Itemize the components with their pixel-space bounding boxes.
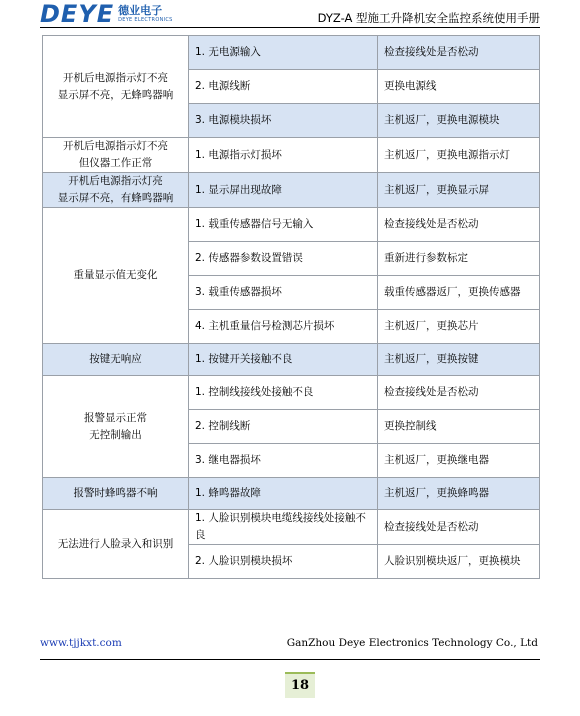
footer-company-name: GanZhou Deye Electronics Technology Co., Ltd	[286, 637, 538, 649]
troubleshooting-table	[42, 35, 540, 579]
remedy-cell: 主机返厂，更换芯片	[378, 310, 540, 344]
page-header	[0, 0, 580, 30]
cause-cell: 1. 载重传感器信号无输入	[189, 208, 378, 242]
remedy-cell: 载重传感器返厂，更换传感器	[378, 276, 540, 310]
symptom-line: 显示屏不亮，无蜂鸣器响	[57, 88, 174, 101]
cause-cell: 4. 主机重量信号检测芯片损坏	[189, 310, 378, 344]
table-row	[43, 510, 540, 545]
document-title: DYZ-A 型施工升降机安全监控系统使用手册	[317, 11, 540, 25]
remedy-cell: 重新进行参数标定	[378, 242, 540, 276]
symptom-cell	[43, 36, 189, 138]
symptom-line: 但仪器工作正常	[78, 157, 153, 169]
table-row	[43, 173, 540, 208]
remedy-cell: 主机返厂，更换显示屏	[378, 173, 540, 208]
table-row	[43, 208, 540, 242]
symptom-line: 无法进行人脸录入和识别	[57, 537, 174, 550]
symptom-cell	[43, 510, 189, 579]
cause-cell: 1. 控制线接线处接触不良	[189, 376, 378, 410]
footer-website-link[interactable]: www.tjjkxt.com	[40, 637, 122, 649]
cause-cell: 1. 按键开关接触不良	[189, 344, 378, 376]
cause-cell: 1. 人脸识别模块电缆线接线处接触不良	[189, 510, 378, 545]
remedy-cell: 检查接线处是否松动	[378, 36, 540, 70]
symptom-line: 按键无响应	[89, 353, 142, 365]
symptom-line: 报警时蜂鸣器不响	[73, 487, 158, 499]
logo-text	[118, 5, 173, 24]
symptom-line: 开机后电源指示灯亮	[68, 175, 163, 187]
footer-rule	[40, 659, 540, 660]
remedy-cell: 主机返厂，更换蜂鸣器	[378, 478, 540, 510]
symptom-line: 显示屏不亮，有蜂鸣器响	[57, 192, 174, 204]
cause-cell: 2. 电源线断	[189, 70, 378, 104]
remedy-cell: 主机返厂，更换继电器	[378, 444, 540, 478]
symptom-line: 报警显示正常	[84, 411, 147, 424]
remedy-cell: 主机返厂，更换电源指示灯	[378, 138, 540, 173]
table-row	[43, 478, 540, 510]
remedy-cell: 主机返厂，更换电源模块	[378, 104, 540, 138]
cause-cell: 1. 电源指示灯损坏	[189, 138, 378, 173]
symptom-line: 无控制输出	[89, 428, 142, 441]
cause-cell: 2. 传感器参数设置错误	[189, 242, 378, 276]
symptom-line: 开机后电源指示灯不亮	[63, 140, 168, 152]
table-row	[43, 138, 540, 173]
symptom-cell	[43, 173, 189, 208]
remedy-cell: 检查接线处是否松动	[378, 510, 540, 545]
symptom-line: 开机后电源指示灯不亮	[63, 71, 168, 84]
deye-logo	[40, 2, 173, 26]
cause-cell: 2. 人脸识别模块损坏	[189, 545, 378, 579]
remedy-cell: 人脸识别模块返厂，更换模块	[378, 545, 540, 579]
remedy-cell: 更换电源线	[378, 70, 540, 104]
symptom-line: 重量显示值无变化	[73, 269, 158, 281]
symptom-cell	[43, 344, 189, 376]
logo-mark: DEYE	[40, 0, 115, 28]
remedy-cell: 检查接线处是否松动	[378, 376, 540, 410]
troubleshooting-table-body	[43, 36, 540, 579]
logo-en: DEYE ELECTRONICS	[118, 16, 173, 23]
cause-cell: 2. 控制线断	[189, 410, 378, 444]
cause-cell: 3. 载重传感器损坏	[189, 276, 378, 310]
table-row	[43, 344, 540, 376]
page-number: 18	[285, 672, 315, 698]
cause-cell: 1. 蜂鸣器故障	[189, 478, 378, 510]
remedy-cell: 检查接线处是否松动	[378, 208, 540, 242]
remedy-cell: 更换控制线	[378, 410, 540, 444]
symptom-cell	[43, 208, 189, 344]
header-rule	[40, 27, 540, 28]
symptom-cell	[43, 478, 189, 510]
remedy-cell: 主机返厂，更换按键	[378, 344, 540, 376]
logo-cn: 德业电子	[118, 3, 163, 17]
cause-cell: 1. 显示屏出现故障	[189, 173, 378, 208]
symptom-cell	[43, 138, 189, 173]
cause-cell: 3. 电源模块损坏	[189, 104, 378, 138]
table-row	[43, 376, 540, 410]
table-row	[43, 36, 540, 70]
symptom-cell	[43, 376, 189, 478]
cause-cell: 3. 继电器损坏	[189, 444, 378, 478]
cause-cell: 1. 无电源输入	[189, 36, 378, 70]
